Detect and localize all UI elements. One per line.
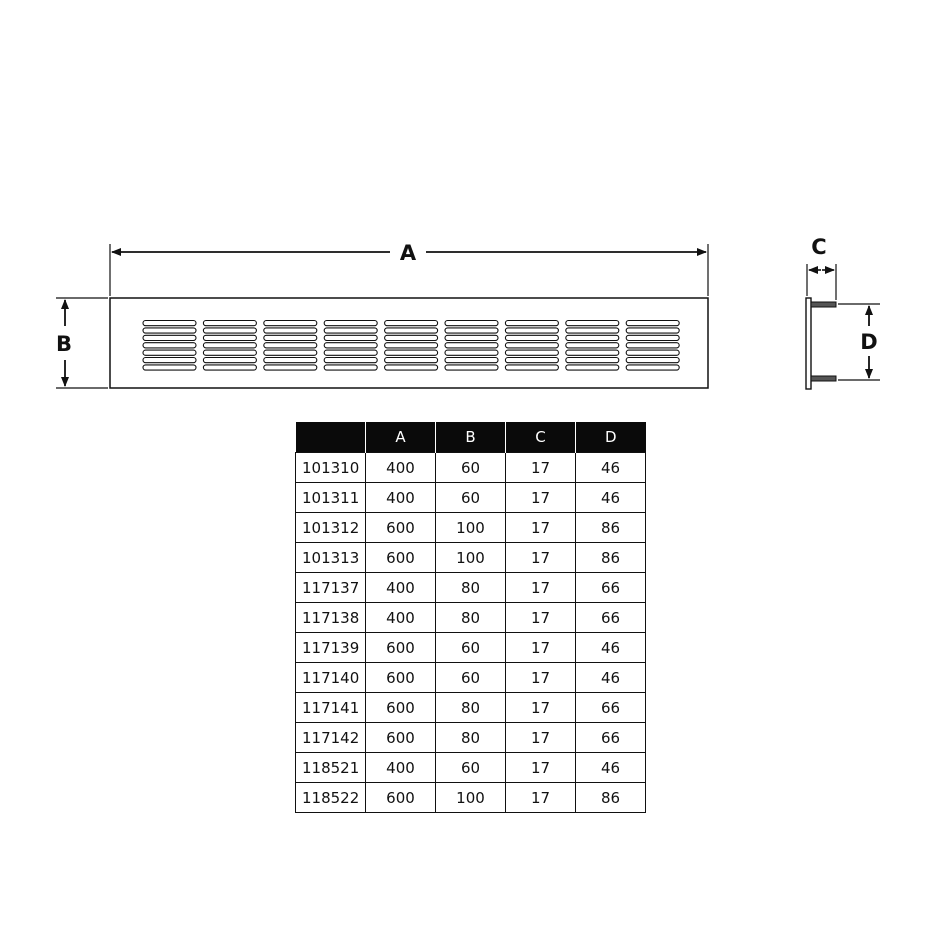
cell-code: 118521: [296, 753, 366, 783]
vent-slot: [385, 365, 438, 370]
table-row: [296, 603, 646, 633]
cell-a: 400: [366, 573, 436, 603]
vent-slot: [203, 335, 256, 340]
vent-slot: [385, 350, 438, 355]
header-a: A: [366, 422, 436, 453]
cell-a: 600: [366, 543, 436, 573]
cell-b: 60: [436, 663, 506, 693]
cell-c: 17: [506, 693, 576, 723]
cell-d: 66: [576, 603, 646, 633]
header-b: B: [436, 422, 506, 453]
cell-a: 600: [366, 633, 436, 663]
vent-slot: [264, 321, 317, 326]
cell-code: 117140: [296, 663, 366, 693]
cell-d: 86: [576, 513, 646, 543]
vent-slot: [324, 343, 377, 348]
vent-slot: [566, 328, 619, 333]
cell-d: 46: [576, 633, 646, 663]
cell-c: 17: [506, 483, 576, 513]
cell-a: 600: [366, 663, 436, 693]
cell-d: 46: [576, 663, 646, 693]
vent-slot: [143, 321, 196, 326]
vent-slot: [626, 365, 679, 370]
table-row: [296, 573, 646, 603]
table-row: [296, 513, 646, 543]
vent-slot: [143, 365, 196, 370]
cell-code: 117139: [296, 633, 366, 663]
cell-d: 46: [576, 753, 646, 783]
vent-slot: [626, 321, 679, 326]
vent-slot: [445, 350, 498, 355]
header-c: C: [506, 422, 576, 453]
vent-slot: [143, 358, 196, 363]
cell-c: 17: [506, 783, 576, 813]
vent-slot: [203, 358, 256, 363]
cell-a: 400: [366, 453, 436, 483]
vent-slot: [264, 335, 317, 340]
vent-slot: [385, 358, 438, 363]
vent-slot: [566, 335, 619, 340]
vent-slot: [385, 328, 438, 333]
vent-slot: [505, 343, 558, 348]
vent-slot: [203, 343, 256, 348]
header-code: [296, 422, 366, 453]
cell-d: 66: [576, 693, 646, 723]
cell-a: 600: [366, 723, 436, 753]
cell-d: 66: [576, 573, 646, 603]
cell-d: 86: [576, 543, 646, 573]
vent-slot: [203, 328, 256, 333]
vent-slots: [143, 321, 679, 371]
cell-b: 60: [436, 483, 506, 513]
side-profile: [806, 298, 836, 389]
vent-slot: [385, 321, 438, 326]
vent-slot: [626, 350, 679, 355]
dimension-c: [807, 235, 836, 300]
dimension-b: [56, 298, 108, 388]
vent-slot: [566, 365, 619, 370]
vent-slot: [445, 365, 498, 370]
vent-slot: [324, 335, 377, 340]
vent-slot: [143, 328, 196, 333]
table-row: [296, 663, 646, 693]
vent-slot: [445, 321, 498, 326]
cell-b: 60: [436, 753, 506, 783]
cell-code: 117142: [296, 723, 366, 753]
cell-c: 17: [506, 603, 576, 633]
cell-code: 118522: [296, 783, 366, 813]
table-row: [296, 753, 646, 783]
cell-b: 80: [436, 603, 506, 633]
dimension-label-a: A: [399, 241, 417, 265]
vent-slot: [505, 321, 558, 326]
dimension-d: [838, 304, 880, 380]
vent-slot: [143, 350, 196, 355]
vent-slot: [203, 350, 256, 355]
cell-b: 80: [436, 573, 506, 603]
vent-slot: [505, 350, 558, 355]
vent-slot: [505, 328, 558, 333]
vent-slot: [505, 365, 558, 370]
cell-c: 17: [506, 633, 576, 663]
vent-slot: [324, 328, 377, 333]
dimension-table: [295, 422, 646, 813]
vent-slot: [626, 335, 679, 340]
vent-slot: [445, 358, 498, 363]
table-row: [296, 783, 646, 813]
cell-code: 101312: [296, 513, 366, 543]
vent-slot: [324, 350, 377, 355]
table-row: [296, 723, 646, 753]
cell-c: 17: [506, 753, 576, 783]
cell-b: 100: [436, 543, 506, 573]
profile-clip-top: [811, 302, 836, 307]
profile-face: [806, 298, 811, 389]
vent-slot: [445, 328, 498, 333]
cell-code: 101313: [296, 543, 366, 573]
vent-slot: [143, 343, 196, 348]
cell-d: 86: [576, 783, 646, 813]
vent-slot: [566, 358, 619, 363]
cell-c: 17: [506, 663, 576, 693]
table-body: [296, 453, 646, 813]
table-row: [296, 453, 646, 483]
profile-clip-bottom: [811, 376, 836, 381]
vent-slot: [143, 335, 196, 340]
table-row: [296, 633, 646, 663]
cell-d: 66: [576, 723, 646, 753]
vent-slot: [445, 335, 498, 340]
technical-drawing: [0, 0, 944, 420]
cell-a: 600: [366, 783, 436, 813]
header-d: D: [576, 422, 646, 453]
vent-slot: [626, 358, 679, 363]
cell-code: 117137: [296, 573, 366, 603]
cell-c: 17: [506, 453, 576, 483]
vent-slot: [264, 343, 317, 348]
dimension-a: [110, 241, 708, 296]
table-row: [296, 483, 646, 513]
cell-b: 100: [436, 783, 506, 813]
vent-slot: [445, 343, 498, 348]
vent-slot: [626, 328, 679, 333]
cell-b: 60: [436, 633, 506, 663]
cell-b: 100: [436, 513, 506, 543]
vent-slot: [264, 365, 317, 370]
vent-slot: [264, 358, 317, 363]
cell-code: 101311: [296, 483, 366, 513]
vent-slot: [324, 365, 377, 370]
cell-c: 17: [506, 573, 576, 603]
cell-a: 400: [366, 753, 436, 783]
cell-code: 101310: [296, 453, 366, 483]
front-view: [110, 298, 708, 388]
cell-code: 117138: [296, 603, 366, 633]
dimension-label-c: C: [811, 235, 827, 259]
cell-a: 400: [366, 483, 436, 513]
dimension-label-b: B: [55, 332, 73, 356]
vent-slot: [203, 321, 256, 326]
vent-slot: [505, 335, 558, 340]
table-row: [296, 543, 646, 573]
cell-c: 17: [506, 723, 576, 753]
table-row: [296, 693, 646, 723]
cell-c: 17: [506, 513, 576, 543]
vent-slot: [505, 358, 558, 363]
cell-b: 80: [436, 693, 506, 723]
vent-slot: [566, 343, 619, 348]
cell-a: 600: [366, 513, 436, 543]
dimension-label-d: D: [860, 330, 878, 354]
cell-code: 117141: [296, 693, 366, 723]
vent-slot: [324, 358, 377, 363]
cell-b: 60: [436, 453, 506, 483]
vent-slot: [203, 365, 256, 370]
table-header-row: [296, 422, 646, 453]
vent-slot: [264, 350, 317, 355]
cell-a: 400: [366, 603, 436, 633]
cell-d: 46: [576, 453, 646, 483]
vent-slot: [385, 335, 438, 340]
cell-b: 80: [436, 723, 506, 753]
vent-slot: [264, 328, 317, 333]
vent-slot: [626, 343, 679, 348]
vent-slot: [324, 321, 377, 326]
cell-d: 46: [576, 483, 646, 513]
vent-slot: [566, 321, 619, 326]
vent-slot: [566, 350, 619, 355]
cell-c: 17: [506, 543, 576, 573]
cell-a: 600: [366, 693, 436, 723]
vent-slot: [385, 343, 438, 348]
